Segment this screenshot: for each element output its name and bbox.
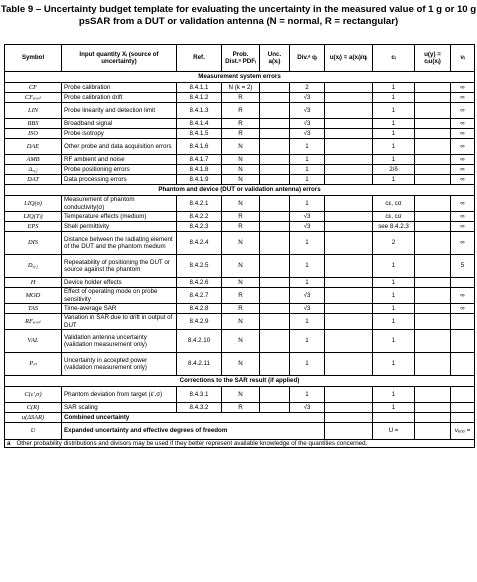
cell-ci: 1 <box>373 353 415 376</box>
cell-ci: 1 <box>373 403 415 413</box>
table-row <box>5 278 475 288</box>
combined-label: Combined uncertainty <box>62 413 325 423</box>
cell-unc <box>260 119 290 129</box>
cell-unc <box>260 83 290 93</box>
section-heading-row <box>5 376 475 387</box>
cell-unc <box>260 165 290 175</box>
expanded-uncertainty-row <box>5 423 475 440</box>
table-row <box>5 304 475 314</box>
cell-ci: 1 <box>373 278 415 288</box>
cell-div: 1 <box>290 387 325 403</box>
cell-ci: 1 <box>373 255 415 278</box>
cell-unc <box>260 403 290 413</box>
column-header: u(xᵢ) = a(xᵢ)/qᵢ <box>325 45 373 72</box>
cell-ci: 1 <box>373 155 415 165</box>
cell-name: Data processing errors <box>62 175 177 185</box>
cell-pdf: R <box>222 288 260 304</box>
table-row <box>5 175 475 185</box>
cell-ref: 8.4.2.9 <box>177 314 222 330</box>
cell-div: √3 <box>290 119 325 129</box>
cell-uy <box>415 83 451 93</box>
footnote-text: Other probability distributions and divisors may be used if they better represent available knowledge of the quantities concerned. <box>16 440 368 447</box>
cell-unc <box>260 387 290 403</box>
cell-pdf: N <box>222 314 260 330</box>
cell-symbol: C(ε′,σ) <box>5 387 62 403</box>
cell-ref: 8.4.2.8 <box>177 304 222 314</box>
cell-nu: ∞ <box>451 139 475 155</box>
cell-u <box>325 304 373 314</box>
cell-nu <box>451 403 475 413</box>
cell-div: 1 <box>290 175 325 185</box>
cell-ci: 2 <box>373 232 415 255</box>
cell-nu: ∞ <box>451 222 475 232</box>
cell-ci: cε, cσ <box>373 196 415 212</box>
cell-ref: 8.4.1.9 <box>177 175 222 185</box>
cell-name: Other probe and data acquisition errors <box>62 139 177 155</box>
cell-u <box>325 288 373 304</box>
cell-uy <box>415 196 451 212</box>
section-heading-row <box>5 72 475 83</box>
cell-pdf: R <box>222 222 260 232</box>
cell-uy <box>415 103 451 119</box>
table-row <box>5 165 475 175</box>
table-row <box>5 93 475 103</box>
footnote <box>5 440 475 448</box>
cell-div: √3 <box>290 103 325 119</box>
cell-uy <box>415 353 451 376</box>
cell-ci: 1 <box>373 93 415 103</box>
column-header: Div.ᵃ qᵢ <box>290 45 325 72</box>
header-row <box>5 45 475 72</box>
cell-div: 1 <box>290 232 325 255</box>
cell-unc <box>260 278 290 288</box>
cell-pdf: N <box>222 155 260 165</box>
cell-symbol: MOD <box>5 288 62 304</box>
cell-div: √3 <box>290 288 325 304</box>
cell-empty <box>373 413 415 423</box>
cell-u <box>325 165 373 175</box>
cell-u <box>325 129 373 139</box>
cell-ref: 8.4.2.2 <box>177 212 222 222</box>
cell-nu: ∞ <box>451 288 475 304</box>
cell-unc <box>260 314 290 330</box>
cell-nu: ∞ <box>451 175 475 185</box>
cell-name: Measurement of phantom conductivity(σ) <box>62 196 177 212</box>
cell-u <box>325 155 373 165</box>
cell-div: 1 <box>290 155 325 165</box>
cell-symbol: Pᵢₙ <box>5 353 62 376</box>
cell-nu <box>451 314 475 330</box>
cell-ci: 1 <box>373 119 415 129</box>
table-row <box>5 222 475 232</box>
cell-pdf: N <box>222 255 260 278</box>
cell-ci: 1 <box>373 139 415 155</box>
cell-name: Repeatability of positioning the DUT or source against the phantom <box>62 255 177 278</box>
cell-u <box>325 83 373 93</box>
cell-ref: 8.4.1.3 <box>177 103 222 119</box>
cell-pdf: N <box>222 330 260 353</box>
table-row <box>5 129 475 139</box>
cell-name: Temperature effects (medium) <box>62 212 177 222</box>
cell-ref: 8.4.2.5 <box>177 255 222 278</box>
cell-ci: 1 <box>373 330 415 353</box>
cell-symbol: VAL <box>5 330 62 353</box>
cell-name: Shell permittivity <box>62 222 177 232</box>
table-row <box>5 119 475 129</box>
cell-uy <box>415 129 451 139</box>
cell-name: Validation antenna uncertainty (validation measurement only) <box>62 330 177 353</box>
cell-u <box>325 93 373 103</box>
cell-unc <box>260 196 290 212</box>
footnote-row <box>5 440 475 448</box>
cell-div: 1 <box>290 353 325 376</box>
cell-ci: 1 <box>373 288 415 304</box>
cell-name: Probe linearity and detection limit <box>62 103 177 119</box>
cell-name: Probe positioning errors <box>62 165 177 175</box>
cell-nu: ∞ <box>451 155 475 165</box>
cell-uy <box>415 314 451 330</box>
cell-uy <box>415 232 451 255</box>
cell-ref: 8.4.2.7 <box>177 288 222 304</box>
cell-uy <box>415 175 451 185</box>
cell-nu: ∞ <box>451 119 475 129</box>
cell-ref: 8.4.2.3 <box>177 222 222 232</box>
cell-name: SAR scaling <box>62 403 177 413</box>
cell-uy <box>415 304 451 314</box>
cell-uy <box>415 278 451 288</box>
cell-div: 1 <box>290 278 325 288</box>
cell-u <box>325 232 373 255</box>
cell-uy <box>415 330 451 353</box>
cell-uy <box>415 212 451 222</box>
cell-ref: 8.4.2.11 <box>177 353 222 376</box>
cell-nu: ∞ <box>451 196 475 212</box>
cell-nu: ∞ <box>451 212 475 222</box>
cell-u <box>325 387 373 403</box>
cell-u <box>325 175 373 185</box>
table-row <box>5 330 475 353</box>
cell-ref: 8.4.3.1 <box>177 387 222 403</box>
cell-uy <box>415 222 451 232</box>
column-header: νᵢ <box>451 45 475 72</box>
cell-ref: 8.4.1.7 <box>177 155 222 165</box>
cell-u <box>325 103 373 119</box>
cell-nu <box>451 387 475 403</box>
cell-uy <box>415 387 451 403</box>
cell-name: RF ambient and noise <box>62 155 177 165</box>
cell-empty <box>325 423 373 440</box>
cell-ci: 1 <box>373 83 415 93</box>
cell-uy <box>415 155 451 165</box>
cell-nu: ∞ <box>451 83 475 93</box>
cell-unc <box>260 255 290 278</box>
cell-div: 1 <box>290 165 325 175</box>
cell-ref: 8.4.2.1 <box>177 196 222 212</box>
cell-symbol: RFₑᵣᵢₒₜ <box>5 314 62 330</box>
cell-ref: 8.4.1.8 <box>177 165 222 175</box>
cell-u <box>325 255 373 278</box>
table-row <box>5 212 475 222</box>
cell-uy <box>415 288 451 304</box>
table-row <box>5 232 475 255</box>
cell-div: √3 <box>290 403 325 413</box>
cell-unc <box>260 222 290 232</box>
cell-nu: ∞ <box>451 232 475 255</box>
cell-symbol: TAS <box>5 304 62 314</box>
cell-unc <box>260 93 290 103</box>
cell-ci: see 8.4.2.3 <box>373 222 415 232</box>
cell-nu: ∞ <box>451 103 475 119</box>
cell-pdf: R <box>222 119 260 129</box>
section-heading: Corrections to the SAR result (if applied) <box>5 376 475 387</box>
section-heading: Measurement system errors <box>5 72 475 83</box>
cell-ci: 1 <box>373 175 415 185</box>
column-header: cᵢ <box>373 45 415 72</box>
cell-u <box>325 119 373 129</box>
cell-name: Variation in SAR due to drift in output of DUT <box>62 314 177 330</box>
cell-uy <box>415 93 451 103</box>
table-row <box>5 139 475 155</box>
combined-symbol: u(ΔSAR) <box>5 413 62 423</box>
cell-div: 2 <box>290 83 325 93</box>
cell-symbol: CF <box>5 83 62 93</box>
cell-unc <box>260 353 290 376</box>
cell-nu: 5 <box>451 255 475 278</box>
cell-ref: 8.4.2.10 <box>177 330 222 353</box>
cell-nu <box>451 330 475 353</box>
expanded-u-label: U = <box>373 423 415 440</box>
cell-pdf: N <box>222 232 260 255</box>
column-header: Input quantity Xᵢ (source of uncertainty) <box>62 45 177 72</box>
cell-u <box>325 330 373 353</box>
cell-name: Probe calibration drift <box>62 93 177 103</box>
cell-nu <box>451 278 475 288</box>
cell-u <box>325 278 373 288</box>
cell-nu: ∞ <box>451 93 475 103</box>
cell-unc <box>260 129 290 139</box>
cell-pdf: N (k = 2) <box>222 83 260 93</box>
cell-empty <box>451 413 475 423</box>
cell-nu <box>451 353 475 376</box>
cell-div: 1 <box>290 196 325 212</box>
cell-uy <box>415 403 451 413</box>
cell-name: Probe isotropy <box>62 129 177 139</box>
table-row <box>5 83 475 93</box>
column-header: Symbol <box>5 45 62 72</box>
cell-div: √3 <box>290 304 325 314</box>
cell-u <box>325 139 373 155</box>
cell-ref: 8.4.2.4 <box>177 232 222 255</box>
cell-pdf: R <box>222 93 260 103</box>
table-row <box>5 255 475 278</box>
cell-name: Uncertainty in accepted power (validation measurement only) <box>62 353 177 376</box>
cell-ci: 1 <box>373 387 415 403</box>
cell-empty <box>415 423 451 440</box>
expanded-symbol: U <box>5 423 62 440</box>
cell-symbol: ISO <box>5 129 62 139</box>
cell-u <box>325 212 373 222</box>
cell-unc <box>260 232 290 255</box>
cell-div: 1 <box>290 330 325 353</box>
table-row <box>5 103 475 119</box>
cell-ci: 1 <box>373 314 415 330</box>
section-heading: Phantom and device (DUT or validation antenna) errors <box>5 185 475 196</box>
table-row <box>5 314 475 330</box>
cell-ci: 1 <box>373 304 415 314</box>
expanded-label: Expanded uncertainty and effective degrees of freedom <box>62 423 325 440</box>
table-row <box>5 196 475 212</box>
cell-div: √3 <box>290 222 325 232</box>
cell-name: Device holder effects <box>62 278 177 288</box>
cell-symbol: LIQ(σ) <box>5 196 62 212</box>
cell-ci: cε, cσ <box>373 212 415 222</box>
cell-unc <box>260 175 290 185</box>
cell-unc <box>260 103 290 119</box>
cell-unc <box>260 304 290 314</box>
column-header: Unc. a(xᵢ) <box>260 45 290 72</box>
cell-nu: ∞ <box>451 129 475 139</box>
cell-pdf: R <box>222 129 260 139</box>
cell-div: 1 <box>290 255 325 278</box>
table-row <box>5 403 475 413</box>
cell-pdf: N <box>222 196 260 212</box>
table-body <box>5 72 475 448</box>
effective-dof-label: νₑₒₒ = <box>451 423 475 440</box>
cell-pdf: N <box>222 165 260 175</box>
cell-u <box>325 222 373 232</box>
cell-div: √3 <box>290 93 325 103</box>
cell-symbol: H <box>5 278 62 288</box>
table-row <box>5 387 475 403</box>
cell-ci: 2/δ <box>373 165 415 175</box>
cell-ref: 8.4.1.6 <box>177 139 222 155</box>
cell-empty <box>325 413 373 423</box>
cell-ref: 8.4.3.2 <box>177 403 222 413</box>
cell-name: Effect of operating mode on probe sensitivity <box>62 288 177 304</box>
cell-unc <box>260 139 290 155</box>
cell-symbol: DAE <box>5 139 62 155</box>
cell-div: 1 <box>290 139 325 155</box>
cell-symbol: DIS <box>5 232 62 255</box>
column-header: Ref. <box>177 45 222 72</box>
cell-pdf: N <box>222 278 260 288</box>
table-row <box>5 353 475 376</box>
cell-symbol: CFₑᵣᵢₒₜ <box>5 93 62 103</box>
combined-uncertainty-row <box>5 413 475 423</box>
cell-name: Phantom deviation from target (ε′,σ) <box>62 387 177 403</box>
cell-u <box>325 353 373 376</box>
cell-pdf: R <box>222 212 260 222</box>
cell-ci: 1 <box>373 129 415 139</box>
cell-name: Distance between the radiating element of the DUT and the phantom medium <box>62 232 177 255</box>
cell-pdf: N <box>222 387 260 403</box>
cell-div: 1 <box>290 314 325 330</box>
cell-div: √3 <box>290 129 325 139</box>
cell-symbol: C(R) <box>5 403 62 413</box>
cell-uy <box>415 139 451 155</box>
cell-nu: ∞ <box>451 165 475 175</box>
cell-symbol: LIQ(Tₗ) <box>5 212 62 222</box>
cell-uy <box>415 165 451 175</box>
cell-pdf: R <box>222 403 260 413</box>
cell-symbol: Dₓᵧ₂ <box>5 255 62 278</box>
cell-div: √3 <box>290 212 325 222</box>
cell-ref: 8.4.1.5 <box>177 129 222 139</box>
cell-symbol: AMB <box>5 155 62 165</box>
cell-unc <box>260 288 290 304</box>
cell-ref: 8.4.1.2 <box>177 93 222 103</box>
cell-name: Broadband signal <box>62 119 177 129</box>
cell-symbol: BBS <box>5 119 62 129</box>
cell-symbol: EPS <box>5 222 62 232</box>
cell-nu: ∞ <box>451 304 475 314</box>
cell-symbol: DAT <box>5 175 62 185</box>
column-header: Prob. Dist.ᵃ PDFᵢ <box>222 45 260 72</box>
cell-ref: 8.4.2.6 <box>177 278 222 288</box>
cell-unc <box>260 212 290 222</box>
cell-u <box>325 403 373 413</box>
cell-pdf: N <box>222 353 260 376</box>
table-title: Table 9 – Uncertainty budget template for evaluating the uncertainty in the measured value of 1 g or 10 g psSAR from a DUT or validation antenna (N = normal, R = rectangular) <box>0 4 477 27</box>
cell-pdf: N <box>222 139 260 155</box>
cell-ref: 8.4.1.1 <box>177 83 222 93</box>
table-row <box>5 288 475 304</box>
cell-name: Time-average SAR <box>62 304 177 314</box>
cell-unc <box>260 330 290 353</box>
cell-empty <box>415 413 451 423</box>
table-row <box>5 155 475 165</box>
cell-u <box>325 314 373 330</box>
section-heading-row <box>5 185 475 196</box>
column-header: u(y) = cᵢu(xᵢ) <box>415 45 451 72</box>
cell-u <box>325 196 373 212</box>
cell-name: Probe calibration <box>62 83 177 93</box>
cell-symbol: LIN <box>5 103 62 119</box>
cell-ref: 8.4.1.4 <box>177 119 222 129</box>
uncertainty-budget-table <box>4 44 475 448</box>
cell-uy <box>415 119 451 129</box>
cell-pdf: R <box>222 103 260 119</box>
cell-symbol: Δₓᵧ₂ <box>5 165 62 175</box>
footnote-mark: a <box>7 440 11 447</box>
cell-ci: 1 <box>373 103 415 119</box>
cell-pdf: R <box>222 304 260 314</box>
cell-pdf: N <box>222 175 260 185</box>
cell-unc <box>260 155 290 165</box>
cell-uy <box>415 255 451 278</box>
